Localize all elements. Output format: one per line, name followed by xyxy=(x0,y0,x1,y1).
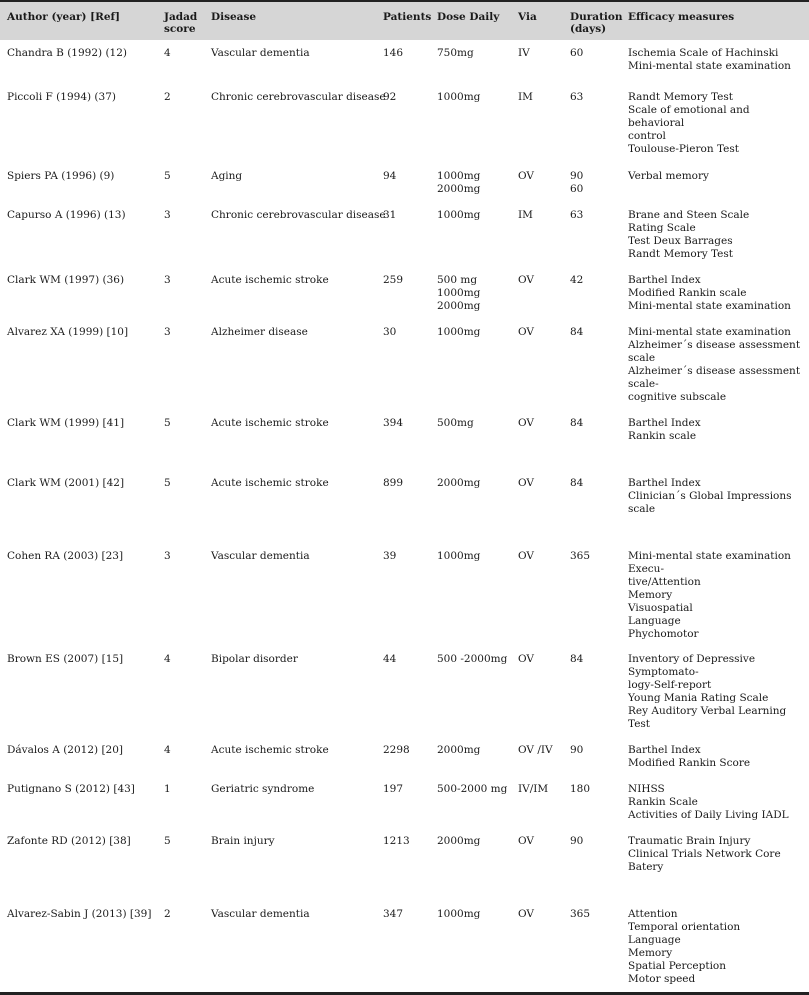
cell-disease xyxy=(207,411,379,471)
header-text: Disease xyxy=(211,11,257,23)
cell-text: Rey Auditory Verbal Learning Test xyxy=(628,705,787,730)
cell-text: 5 xyxy=(164,835,171,847)
cell-text: Chronic cerebrovascular disease xyxy=(211,209,386,221)
cell-via xyxy=(514,320,566,411)
cell-text: Temporal orientation xyxy=(628,921,741,933)
cell-text: Memory xyxy=(628,947,673,959)
cell-jadad xyxy=(160,320,207,411)
cell-text: 84 xyxy=(570,477,584,489)
cell-text: Barthel Index xyxy=(628,744,701,756)
cell-text: Toulouse-Pieron Test xyxy=(628,143,739,155)
cell-patients xyxy=(379,777,433,829)
cell-duration xyxy=(566,40,624,85)
cell-text: 365 xyxy=(570,550,591,562)
cell-text: 1000mg xyxy=(437,550,481,562)
cell-author xyxy=(0,40,160,85)
cell-text: 347 xyxy=(383,908,404,920)
cell-text: Brain injury xyxy=(211,835,275,847)
cell-text: IM xyxy=(518,91,533,103)
cell-text: OV xyxy=(518,653,535,665)
cell-text: Dávalos A (2012) [20] xyxy=(7,744,124,756)
cell-text: Alzheimer´s disease assessment scale- xyxy=(628,365,801,390)
cell-text: 1000mg xyxy=(437,287,481,299)
cell-efficacy xyxy=(624,829,809,902)
header-jadad xyxy=(160,1,207,40)
cell-patients xyxy=(379,268,433,320)
cell-text: Ischemia Scale of Hachinski xyxy=(628,47,779,59)
cell-efficacy xyxy=(624,164,809,203)
cell-dose xyxy=(433,40,514,85)
cell-text: OV xyxy=(518,170,535,182)
cell-duration xyxy=(566,164,624,203)
cell-duration xyxy=(566,471,624,544)
cell-patients xyxy=(379,203,433,268)
cell-text: 2000mg xyxy=(437,744,481,756)
cell-text: control xyxy=(628,130,666,142)
cell-efficacy xyxy=(624,471,809,544)
cell-text: 42 xyxy=(570,274,584,286)
cell-author xyxy=(0,738,160,777)
cell-text: 146 xyxy=(383,47,404,59)
cell-text: 2000mg xyxy=(437,477,481,489)
cell-text: OV xyxy=(518,908,535,920)
cell-dose xyxy=(433,777,514,829)
cell-patients xyxy=(379,85,433,164)
cell-text: Clinical Trials Network Core Batery xyxy=(628,848,781,873)
cell-duration xyxy=(566,902,624,994)
cell-text: Alzheimer´s disease assessment scale xyxy=(628,339,801,364)
cell-author xyxy=(0,203,160,268)
cell-text: Acute ischemic stroke xyxy=(211,744,329,756)
header-duration xyxy=(566,1,624,40)
cell-disease xyxy=(207,777,379,829)
table-header xyxy=(0,1,809,40)
cell-text: Verbal memory xyxy=(628,170,709,182)
cell-text: 2000mg xyxy=(437,300,481,312)
header-text: (days) xyxy=(570,23,607,35)
cell-text: 1000mg xyxy=(437,170,481,182)
cell-patients xyxy=(379,738,433,777)
cell-author xyxy=(0,85,160,164)
cell-dose xyxy=(433,320,514,411)
cell-text: 2000mg xyxy=(437,183,481,195)
cell-text: 4 xyxy=(164,47,171,59)
cell-text: Chandra B (1992) (12) xyxy=(7,47,128,59)
table-row xyxy=(0,268,809,320)
cell-text: 2 xyxy=(164,91,171,103)
cell-dose xyxy=(433,647,514,738)
table-row xyxy=(0,777,809,829)
cell-disease xyxy=(207,164,379,203)
cell-patients xyxy=(379,902,433,994)
cell-text: 63 xyxy=(570,209,584,221)
cell-text: logy-Self-report xyxy=(628,679,712,691)
cell-text: 92 xyxy=(383,91,397,103)
cell-via xyxy=(514,777,566,829)
cell-text: 3 xyxy=(164,550,171,562)
cell-jadad xyxy=(160,471,207,544)
cell-disease xyxy=(207,738,379,777)
cell-text: 5 xyxy=(164,477,171,489)
header-text: Patients xyxy=(383,11,432,23)
cell-text: 5 xyxy=(164,417,171,429)
cell-text: Motor speed xyxy=(628,973,696,985)
cell-text: 394 xyxy=(383,417,404,429)
cell-text: IV/IM xyxy=(518,783,549,795)
cell-efficacy xyxy=(624,647,809,738)
cell-duration xyxy=(566,647,624,738)
cell-text: Acute ischemic stroke xyxy=(211,274,329,286)
cell-patients xyxy=(379,411,433,471)
cell-duration xyxy=(566,544,624,647)
cell-text: Attention xyxy=(628,908,678,920)
cell-text: 197 xyxy=(383,783,404,795)
cell-text: Mini-mental state examination xyxy=(628,326,791,338)
cell-text: 60 xyxy=(570,47,584,59)
cell-text: 1000mg xyxy=(437,91,481,103)
cell-text: 3 xyxy=(164,209,171,221)
cell-text: Chronic cerebrovascular disease xyxy=(211,91,386,103)
cell-text: Putignano S (2012) [43] xyxy=(7,783,135,795)
cell-disease xyxy=(207,40,379,85)
cell-text: Inventory of Depressive Symptomato- xyxy=(628,653,756,678)
cell-text: 259 xyxy=(383,274,404,286)
cell-text: 90 xyxy=(570,744,584,756)
cell-author xyxy=(0,320,160,411)
cell-text: Alvarez-Sabin J (2013) [39] xyxy=(7,908,152,920)
cell-text: Alvarez XA (1999) [10] xyxy=(7,326,129,338)
cell-disease xyxy=(207,902,379,994)
cell-text: 90 xyxy=(570,835,584,847)
cell-text: 4 xyxy=(164,653,171,665)
cell-patients xyxy=(379,471,433,544)
cell-text: Vascular dementia xyxy=(211,908,310,920)
cell-text: 365 xyxy=(570,908,591,920)
cell-via xyxy=(514,85,566,164)
cell-disease xyxy=(207,647,379,738)
cell-text: 500 mg xyxy=(437,274,478,286)
cell-text: Barthel Index xyxy=(628,477,701,489)
cell-efficacy xyxy=(624,902,809,994)
cell-jadad xyxy=(160,829,207,902)
cell-via xyxy=(514,268,566,320)
cell-dose xyxy=(433,471,514,544)
table-row xyxy=(0,829,809,902)
cell-text: Spiers PA (1996) (9) xyxy=(7,170,115,182)
cell-duration xyxy=(566,268,624,320)
cell-dose xyxy=(433,544,514,647)
cell-text: Cohen RA (2003) [23] xyxy=(7,550,124,562)
cell-dose xyxy=(433,411,514,471)
cell-dose xyxy=(433,164,514,203)
cell-disease xyxy=(207,471,379,544)
cell-text: Vascular dementia xyxy=(211,550,310,562)
cell-jadad xyxy=(160,647,207,738)
cell-disease xyxy=(207,203,386,268)
header-text: Author (year) [Ref] xyxy=(7,11,121,23)
cell-text: 94 xyxy=(383,170,397,182)
cell-patients xyxy=(379,544,433,647)
cell-text: Rankin Scale xyxy=(628,796,698,808)
cell-jadad xyxy=(160,40,207,85)
cell-text: Modified Rankin Score xyxy=(628,757,751,769)
cell-text: Brown ES (2007) [15] xyxy=(7,653,124,665)
cell-text: cognitive subscale xyxy=(628,391,727,403)
cell-efficacy xyxy=(624,411,809,471)
cell-efficacy xyxy=(624,544,809,647)
cell-via xyxy=(514,902,566,994)
cell-text: 84 xyxy=(570,326,584,338)
cell-text: Language xyxy=(628,615,681,627)
cell-duration xyxy=(566,320,624,411)
cell-text: 39 xyxy=(383,550,397,562)
cell-text: Vascular dementia xyxy=(211,47,310,59)
cell-text: 30 xyxy=(383,326,397,338)
cell-author xyxy=(0,164,160,203)
cell-text: OV xyxy=(518,477,535,489)
cell-text: Bipolar disorder xyxy=(211,653,298,665)
cell-duration xyxy=(566,829,624,902)
cell-text: 500-2000 mg xyxy=(437,783,508,795)
cell-text: Capurso A (1996) (13) xyxy=(7,209,126,221)
cell-text: Alzheimer disease xyxy=(211,326,308,338)
cell-patients xyxy=(379,320,433,411)
cell-text: IV xyxy=(518,47,530,59)
header-efficacy xyxy=(624,1,809,40)
cell-text: Mini-mental state examination Execu- xyxy=(628,550,791,575)
header-dose xyxy=(433,1,514,40)
cell-efficacy xyxy=(624,40,809,85)
cell-author xyxy=(0,647,160,738)
cell-text: Modified Rankin scale xyxy=(628,287,747,299)
header-text: Jadad xyxy=(164,11,198,23)
cell-jadad xyxy=(160,85,207,164)
cell-via xyxy=(514,647,566,738)
cell-text: Clark WM (2001) [42] xyxy=(7,477,125,489)
cell-via xyxy=(514,471,566,544)
table-row xyxy=(0,203,809,268)
cell-jadad xyxy=(160,164,207,203)
cell-text: Brane and Steen Scale xyxy=(628,209,750,221)
cell-text: Spatial Perception xyxy=(628,960,727,972)
cell-author xyxy=(0,544,160,647)
cell-duration xyxy=(566,411,624,471)
cell-jadad xyxy=(160,411,207,471)
cell-text: 750mg xyxy=(437,47,474,59)
table-row xyxy=(0,411,809,471)
cell-efficacy xyxy=(624,268,809,320)
cell-via xyxy=(514,164,566,203)
cell-text: 500mg xyxy=(437,417,474,429)
cell-text: Geriatric syndrome xyxy=(211,783,315,795)
cell-via xyxy=(514,411,566,471)
cell-disease xyxy=(207,320,379,411)
cell-text: 44 xyxy=(383,653,397,665)
cell-text: 60 xyxy=(570,183,584,195)
cell-text: OV xyxy=(518,417,535,429)
cell-text: NIHSS xyxy=(628,783,665,795)
cell-text: Acute ischemic stroke xyxy=(211,417,329,429)
cell-author xyxy=(0,829,160,902)
table-row xyxy=(0,85,809,164)
cell-text: OV xyxy=(518,326,535,338)
cell-text: 1000mg xyxy=(437,908,481,920)
cell-text: Clark WM (1997) (36) xyxy=(7,274,125,286)
cell-efficacy xyxy=(624,320,809,411)
cell-via xyxy=(514,40,566,85)
cell-text: 180 xyxy=(570,783,591,795)
cell-text: Language xyxy=(628,934,681,946)
cell-text: 899 xyxy=(383,477,404,489)
cell-text: 63 xyxy=(570,91,584,103)
table-row xyxy=(0,320,809,411)
cell-text: 5 xyxy=(164,170,171,182)
cell-text: Scale of emotional and behavioral xyxy=(628,104,750,129)
cell-text: Mini-mental state examination xyxy=(628,60,791,72)
table-row xyxy=(0,544,809,647)
cell-text: 3 xyxy=(164,274,171,286)
table-row xyxy=(0,40,809,85)
cell-efficacy xyxy=(624,777,809,829)
cell-text: 31 xyxy=(383,209,397,221)
cell-text: OV xyxy=(518,274,535,286)
cell-text: Randt Memory Test xyxy=(628,248,733,260)
cell-jadad xyxy=(160,203,207,268)
cell-text: Zafonte RD (2012) [38] xyxy=(7,835,131,847)
cell-efficacy xyxy=(624,738,809,777)
cell-dose xyxy=(433,829,514,902)
cell-via xyxy=(514,203,566,268)
cell-patients xyxy=(379,647,433,738)
cell-dose xyxy=(433,738,514,777)
cell-text: Rating Scale xyxy=(628,222,696,234)
cell-jadad xyxy=(160,777,207,829)
cell-text: Rankin scale xyxy=(628,430,697,442)
header-text: Via xyxy=(518,11,537,23)
cell-text: OV /IV xyxy=(518,744,553,756)
cell-author xyxy=(0,471,160,544)
cell-text: Clinician´s Global Impressions scale xyxy=(628,490,792,515)
cell-jadad xyxy=(160,268,207,320)
cell-disease xyxy=(207,85,386,164)
cell-dose xyxy=(433,85,514,164)
header-row xyxy=(0,1,809,40)
cell-duration xyxy=(566,777,624,829)
header-text: Dose Daily xyxy=(437,11,500,23)
table-row xyxy=(0,902,809,994)
cell-duration xyxy=(566,203,624,268)
cell-text: tive/Attention xyxy=(628,576,701,588)
cell-efficacy xyxy=(624,203,809,268)
cell-duration xyxy=(566,738,624,777)
cell-author xyxy=(0,902,160,994)
table-row xyxy=(0,471,809,544)
cell-text: 2298 xyxy=(383,744,410,756)
cell-text: 1213 xyxy=(383,835,410,847)
cell-text: 500 -2000mg xyxy=(437,653,508,665)
header-patients xyxy=(379,1,433,40)
cell-text: 84 xyxy=(570,653,584,665)
cell-text: Activities of Daily Living IADL xyxy=(628,809,789,821)
cell-text: OV xyxy=(518,835,535,847)
cell-text: Acute ischemic stroke xyxy=(211,477,329,489)
cell-efficacy xyxy=(624,85,809,164)
cell-text: OV xyxy=(518,550,535,562)
cell-jadad xyxy=(160,738,207,777)
cell-text: Clark WM (1999) [41] xyxy=(7,417,125,429)
cell-text: 2 xyxy=(164,908,171,920)
cell-dose xyxy=(433,268,514,320)
header-text: Duration xyxy=(570,11,623,23)
header-disease xyxy=(207,1,379,40)
cell-disease xyxy=(207,268,379,320)
cell-disease xyxy=(207,829,379,902)
cell-jadad xyxy=(160,902,207,994)
cell-text: Mini-mental state examination xyxy=(628,300,791,312)
cell-text: Phychomotor xyxy=(628,628,699,640)
cell-dose xyxy=(433,902,514,994)
table-row xyxy=(0,647,809,738)
header-author xyxy=(0,1,160,40)
cell-text: Traumatic Brain Injury xyxy=(628,835,751,847)
cell-text: Young Mania Rating Scale xyxy=(628,692,769,704)
header-via xyxy=(514,1,566,40)
cell-author xyxy=(0,777,160,829)
table-body xyxy=(0,40,809,994)
cell-text: 2000mg xyxy=(437,835,481,847)
cell-via xyxy=(514,829,566,902)
cell-duration xyxy=(566,85,624,164)
cell-text: 4 xyxy=(164,744,171,756)
cell-text: IM xyxy=(518,209,533,221)
cell-text: 3 xyxy=(164,326,171,338)
cell-text: Randt Memory Test xyxy=(628,91,733,103)
cell-patients xyxy=(379,829,433,902)
cell-via xyxy=(514,738,566,777)
cell-author xyxy=(0,411,160,471)
cell-dose xyxy=(433,203,514,268)
cell-text: 1000mg xyxy=(437,209,481,221)
cell-text: Piccoli F (1994) (37) xyxy=(7,91,116,103)
cell-author xyxy=(0,268,160,320)
cell-text: 1000mg xyxy=(437,326,481,338)
cell-text: Memory xyxy=(628,589,673,601)
cell-patients xyxy=(379,164,433,203)
cell-via xyxy=(514,544,566,647)
cell-text: Barthel Index xyxy=(628,274,701,286)
cell-text: 1 xyxy=(164,783,171,795)
header-text: Efficacy measures xyxy=(628,11,735,23)
cell-text: 84 xyxy=(570,417,584,429)
cell-patients xyxy=(379,40,433,85)
table-row xyxy=(0,738,809,777)
cell-text: Barthel Index xyxy=(628,417,701,429)
cell-text: Test Deux Barrages xyxy=(628,235,733,247)
header-text: score xyxy=(164,23,196,35)
cell-text: Visuospatial xyxy=(628,602,693,614)
cell-jadad xyxy=(160,544,207,647)
cell-disease xyxy=(207,544,379,647)
table-row xyxy=(0,164,809,203)
cell-text: 90 xyxy=(570,170,584,182)
cell-text: Aging xyxy=(211,170,243,182)
